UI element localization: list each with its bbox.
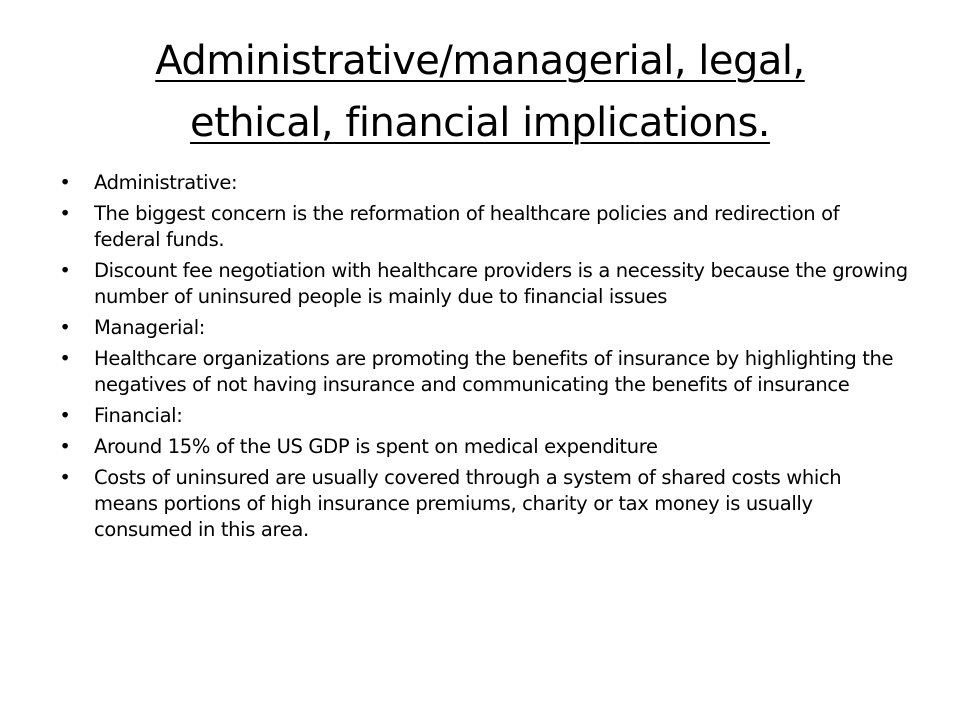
bullet-list — [54, 170, 910, 548]
slide-title-line-2: ethical, financial implications. — [189, 100, 771, 146]
bullet-text: Costs of uninsured are usually covered through a system of shared costs which means portions of high insurance premiums, charity or tax money is usually consumed in this area. — [94, 466, 842, 541]
bullet-dot: • — [59, 435, 71, 458]
bullet-dot: • — [59, 202, 71, 225]
bullet-text: Administrative: — [94, 171, 238, 194]
bullet-text: Discount fee negotiation with healthcare providers is a necessity because the growing number of uninsured people is mainly due to financial issues — [94, 259, 908, 308]
bullet-dot: • — [59, 347, 71, 370]
bullet-item-gdp — [54, 434, 910, 460]
slide-title-line-1: Administrative/managerial, legal, — [155, 38, 805, 84]
bullet-dot: • — [59, 171, 71, 194]
bullet-item-healthcare-organizations — [54, 346, 910, 398]
bullet-text: The biggest concern is the reformation of healthcare policies and redirection of federal funds. — [94, 202, 840, 251]
bullet-item-costs-of-uninsured — [54, 465, 910, 543]
bullet-text: Around 15% of the US GDP is spent on medical expenditure — [94, 435, 658, 458]
bullet-dot: • — [59, 466, 71, 489]
bullet-item-administrative — [54, 170, 910, 196]
bullet-item-financial — [54, 403, 910, 429]
bullet-dot: • — [59, 259, 71, 282]
bullet-dot: • — [59, 316, 71, 339]
bullet-item-discount-fee — [54, 258, 910, 310]
bullet-dot: • — [59, 404, 71, 427]
bullet-item-managerial — [54, 315, 910, 341]
bullet-text: Managerial: — [94, 316, 205, 339]
bullet-item-biggest-concern — [54, 201, 910, 253]
bullet-text: Financial: — [94, 404, 183, 427]
bullet-text: Healthcare organizations are promoting the benefits of insurance by highlighting the negatives of not having insurance and communicating the benefits of insurance — [94, 347, 894, 396]
slide-title — [60, 30, 900, 154]
